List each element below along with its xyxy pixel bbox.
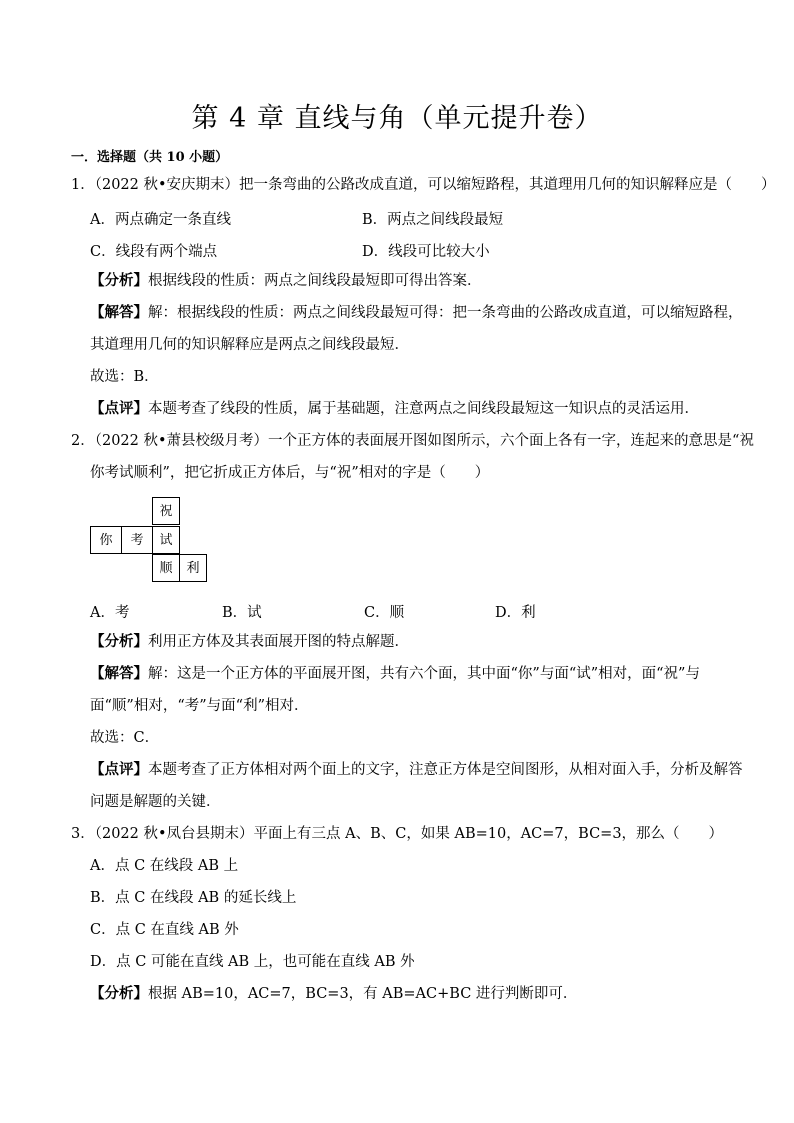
answer-tag: 【解答】 (90, 665, 148, 682)
q2-stem: 2．（2022 秋•萧县校级月考）一个正方体的表面展开图如图所示，六个面上各有一字，连起来的意思是“祝 (71, 433, 754, 449)
comment-tag: 【点评】 (90, 400, 148, 417)
answer-text: 解：这是一个正方体的平面展开图，共有六个面，其中面“你”与面“试”相对，面“祝”与 (148, 666, 700, 682)
net-cell-shi: 试 (152, 526, 180, 554)
cube-net-figure (90, 497, 210, 587)
q1-comment (90, 400, 699, 418)
q1-option-d: D．线段可比较大小 (362, 244, 490, 260)
q1-option-b: B．两点之间线段最短 (362, 212, 504, 228)
q3-option-b: B．点 C 在线段 AB 的延长线上 (90, 890, 297, 906)
q1-stem: 1．（2022 秋•安庆期末）把一条弯曲的公路改成直道，可以缩短路程，其道理用几何的知识解释应是（ ） (71, 177, 776, 193)
analysis-tag: 【分析】 (90, 985, 148, 1002)
q3-option-a: A．点 C 在线段 AB 上 (90, 858, 239, 874)
q1-choice: 故选：B． (90, 369, 159, 385)
analysis-text: 根据线段的性质：两点之间线段最短即可得出答案． (148, 273, 482, 289)
q2-option-b: B．试 (222, 605, 262, 621)
q1-answer-cont: 其道理用几何的知识解释应是两点之间线段最短． (90, 337, 409, 353)
q3-stem (71, 825, 723, 843)
q3-stem-part1: 3．（2022 秋•凤台县期末）平面上有三点 A、B、C，如果 (71, 826, 455, 842)
q2-comment (90, 761, 743, 779)
net-cell-ni: 你 (90, 526, 122, 554)
q2-option-d: D．利 (495, 605, 536, 621)
q2-answer-cont: 面“顺”相对，“考”与面“利”相对． (90, 698, 309, 714)
net-cell-li: 利 (179, 554, 207, 582)
net-cell-kao: 考 (121, 526, 153, 554)
analysis-tag: 【分析】 (90, 272, 148, 289)
q1-analysis (90, 272, 482, 290)
q2-comment-cont: 问题是解题的关键． (90, 794, 221, 810)
q3-analysis (90, 985, 577, 1003)
comment-tag: 【点评】 (90, 761, 148, 778)
q2-analysis (90, 633, 409, 651)
net-cell-zhu: 祝 (152, 497, 180, 525)
q1-option-a: A．两点确定一条直线 (90, 212, 231, 228)
q3-option-d: D．点 C 可能在直线 AB 上，也可能在直线 AB 外 (90, 954, 415, 970)
q2-option-a: A．考 (90, 605, 130, 621)
q1-answer (90, 304, 743, 322)
section-heading: 一．选择题（共 10 小题） (71, 150, 229, 165)
q2-option-c: C．顺 (364, 605, 405, 621)
comment-text: 本题考查了正方体相对两个面上的文字，注意正方体是空间图形，从相对面入手，分析及解答 (148, 762, 743, 778)
page-title: 第 4 章 直线与角（单元提升卷） (191, 103, 603, 134)
q3-stem-part2: AB=10，AC=7，BC=3，那么（ ） (454, 826, 724, 842)
answer-text: 解：根据线段的性质：两点之间线段最短可得：把一条弯曲的公路改成直道，可以缩短路程， (148, 305, 743, 321)
q2-choice: 故选：C． (90, 730, 160, 746)
q2-stem-cont: 你考试顺利”，把它折成正方体后，与“祝”相对的字是（ ） (90, 465, 490, 481)
q2-answer (90, 665, 700, 683)
q3-option-c: C．点 C 在直线 AB 外 (90, 922, 239, 938)
analysis-text: 根据 AB=10，AC=7，BC=3，有 AB=AC+BC 进行判断即可． (148, 986, 578, 1002)
q1-option-c: C．线段有两个端点 (90, 244, 218, 260)
analysis-tag: 【分析】 (90, 633, 148, 650)
analysis-text: 利用正方体及其表面展开图的特点解题． (148, 634, 409, 650)
comment-text: 本题考查了线段的性质，属于基础题，注意两点之间线段最短这一知识点的灵活运用． (148, 401, 699, 417)
net-cell-shun: 顺 (152, 554, 180, 582)
answer-tag: 【解答】 (90, 304, 148, 321)
